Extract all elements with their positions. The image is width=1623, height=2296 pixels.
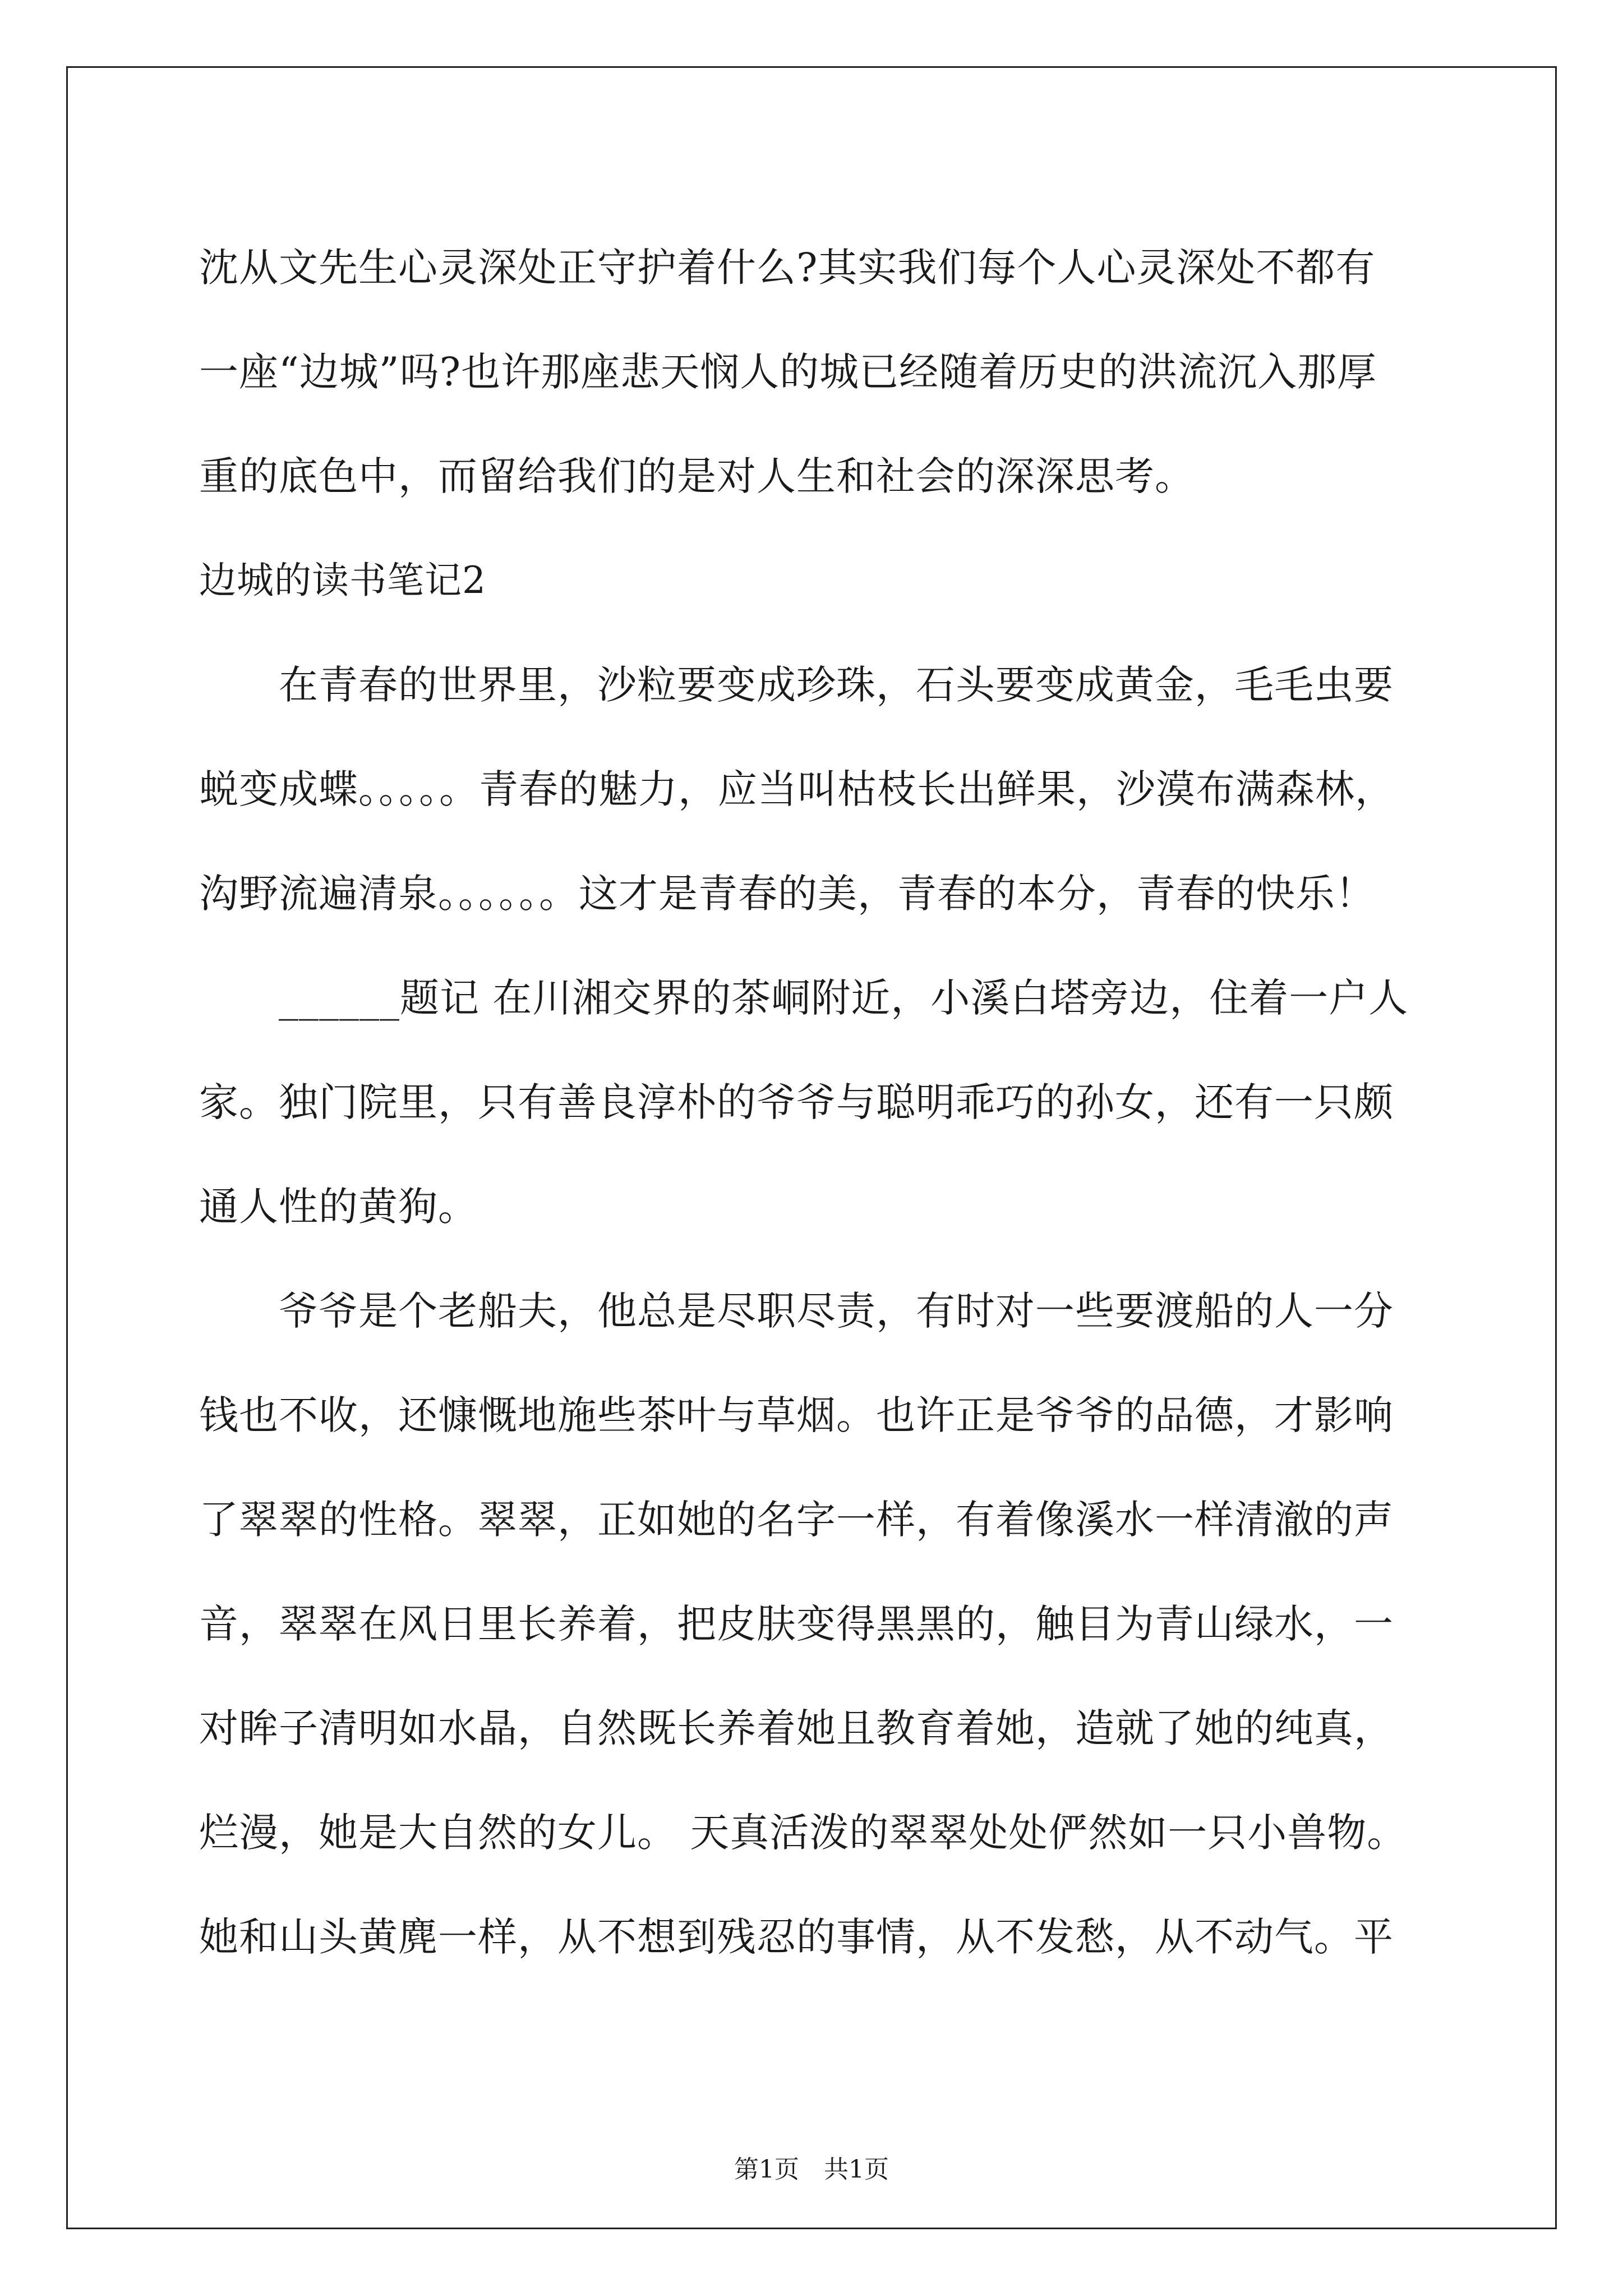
text-line: 对眸子清明如水晶，自然既长养着她且教育着她，造就了她的纯真， — [199, 1705, 1394, 1751]
text-line: 蜕变成蝶。。。。。青春的魅力，应当叫枯枝长出鲜果，沙漠布满森林， — [199, 766, 1395, 812]
text-line: 家。独门院里，只有善良淳朴的爷爷与聪明乖巧的孙女，还有一只颇 — [199, 1079, 1394, 1125]
text-line: 沈从文先生心灵深处正守护着什么?其实我们每个人心灵深处不都有 — [199, 245, 1376, 291]
text-line: 爷爷是个老船夫，他总是尽职尽责，有时对一些要渡船的人一分 — [199, 1288, 1394, 1334]
section-heading: 边城的读书笔记2 — [199, 559, 486, 602]
text-line: 音，翠翠在风日里长养着，把皮肤变得黑黑的，触目为青山绿水，一 — [199, 1601, 1394, 1647]
text-line: 了翠翠的性格。翠翠，正如她的名字一样，有着像溪水一样清澈的声 — [199, 1497, 1394, 1543]
text-line: 重的底色中，而留给我们的是对人生和社会的深深思考。 — [199, 453, 1195, 499]
text-line: 在青春的世界里，沙粒要变成珍珠，石头要变成黄金，毛毛虫要 — [199, 662, 1394, 708]
text-line: ______题记 在川湘交界的茶峒附近，小溪白塔旁边，住着一户人 — [199, 975, 1409, 1021]
text-line: 钱也不收，还慷慨地施些茶叶与草烟。也许正是爷爷的品德，才影响 — [199, 1392, 1394, 1438]
text-line: 一座“边城”吗?也许那座悲天悯人的城已经随着历史的洪流沉入那厚 — [199, 349, 1377, 395]
text-line: 通人性的黄狗。 — [199, 1184, 478, 1230]
text-line: 沟野流遍清泉。。。。。。这才是青春的美，青春的本分，青春的快乐！ — [199, 871, 1375, 917]
text-line: 她和山头黄麂一样，从不想到残忍的事情，从不发愁，从不动气。平 — [199, 1914, 1394, 1960]
document-body — [199, 215, 1427, 1989]
text-line: 烂漫，她是大自然的女儿。 天真活泼的翠翠处处俨然如一只小兽物。 — [199, 1810, 1407, 1856]
page-footer: 第1页 共1页 — [734, 2155, 889, 2184]
